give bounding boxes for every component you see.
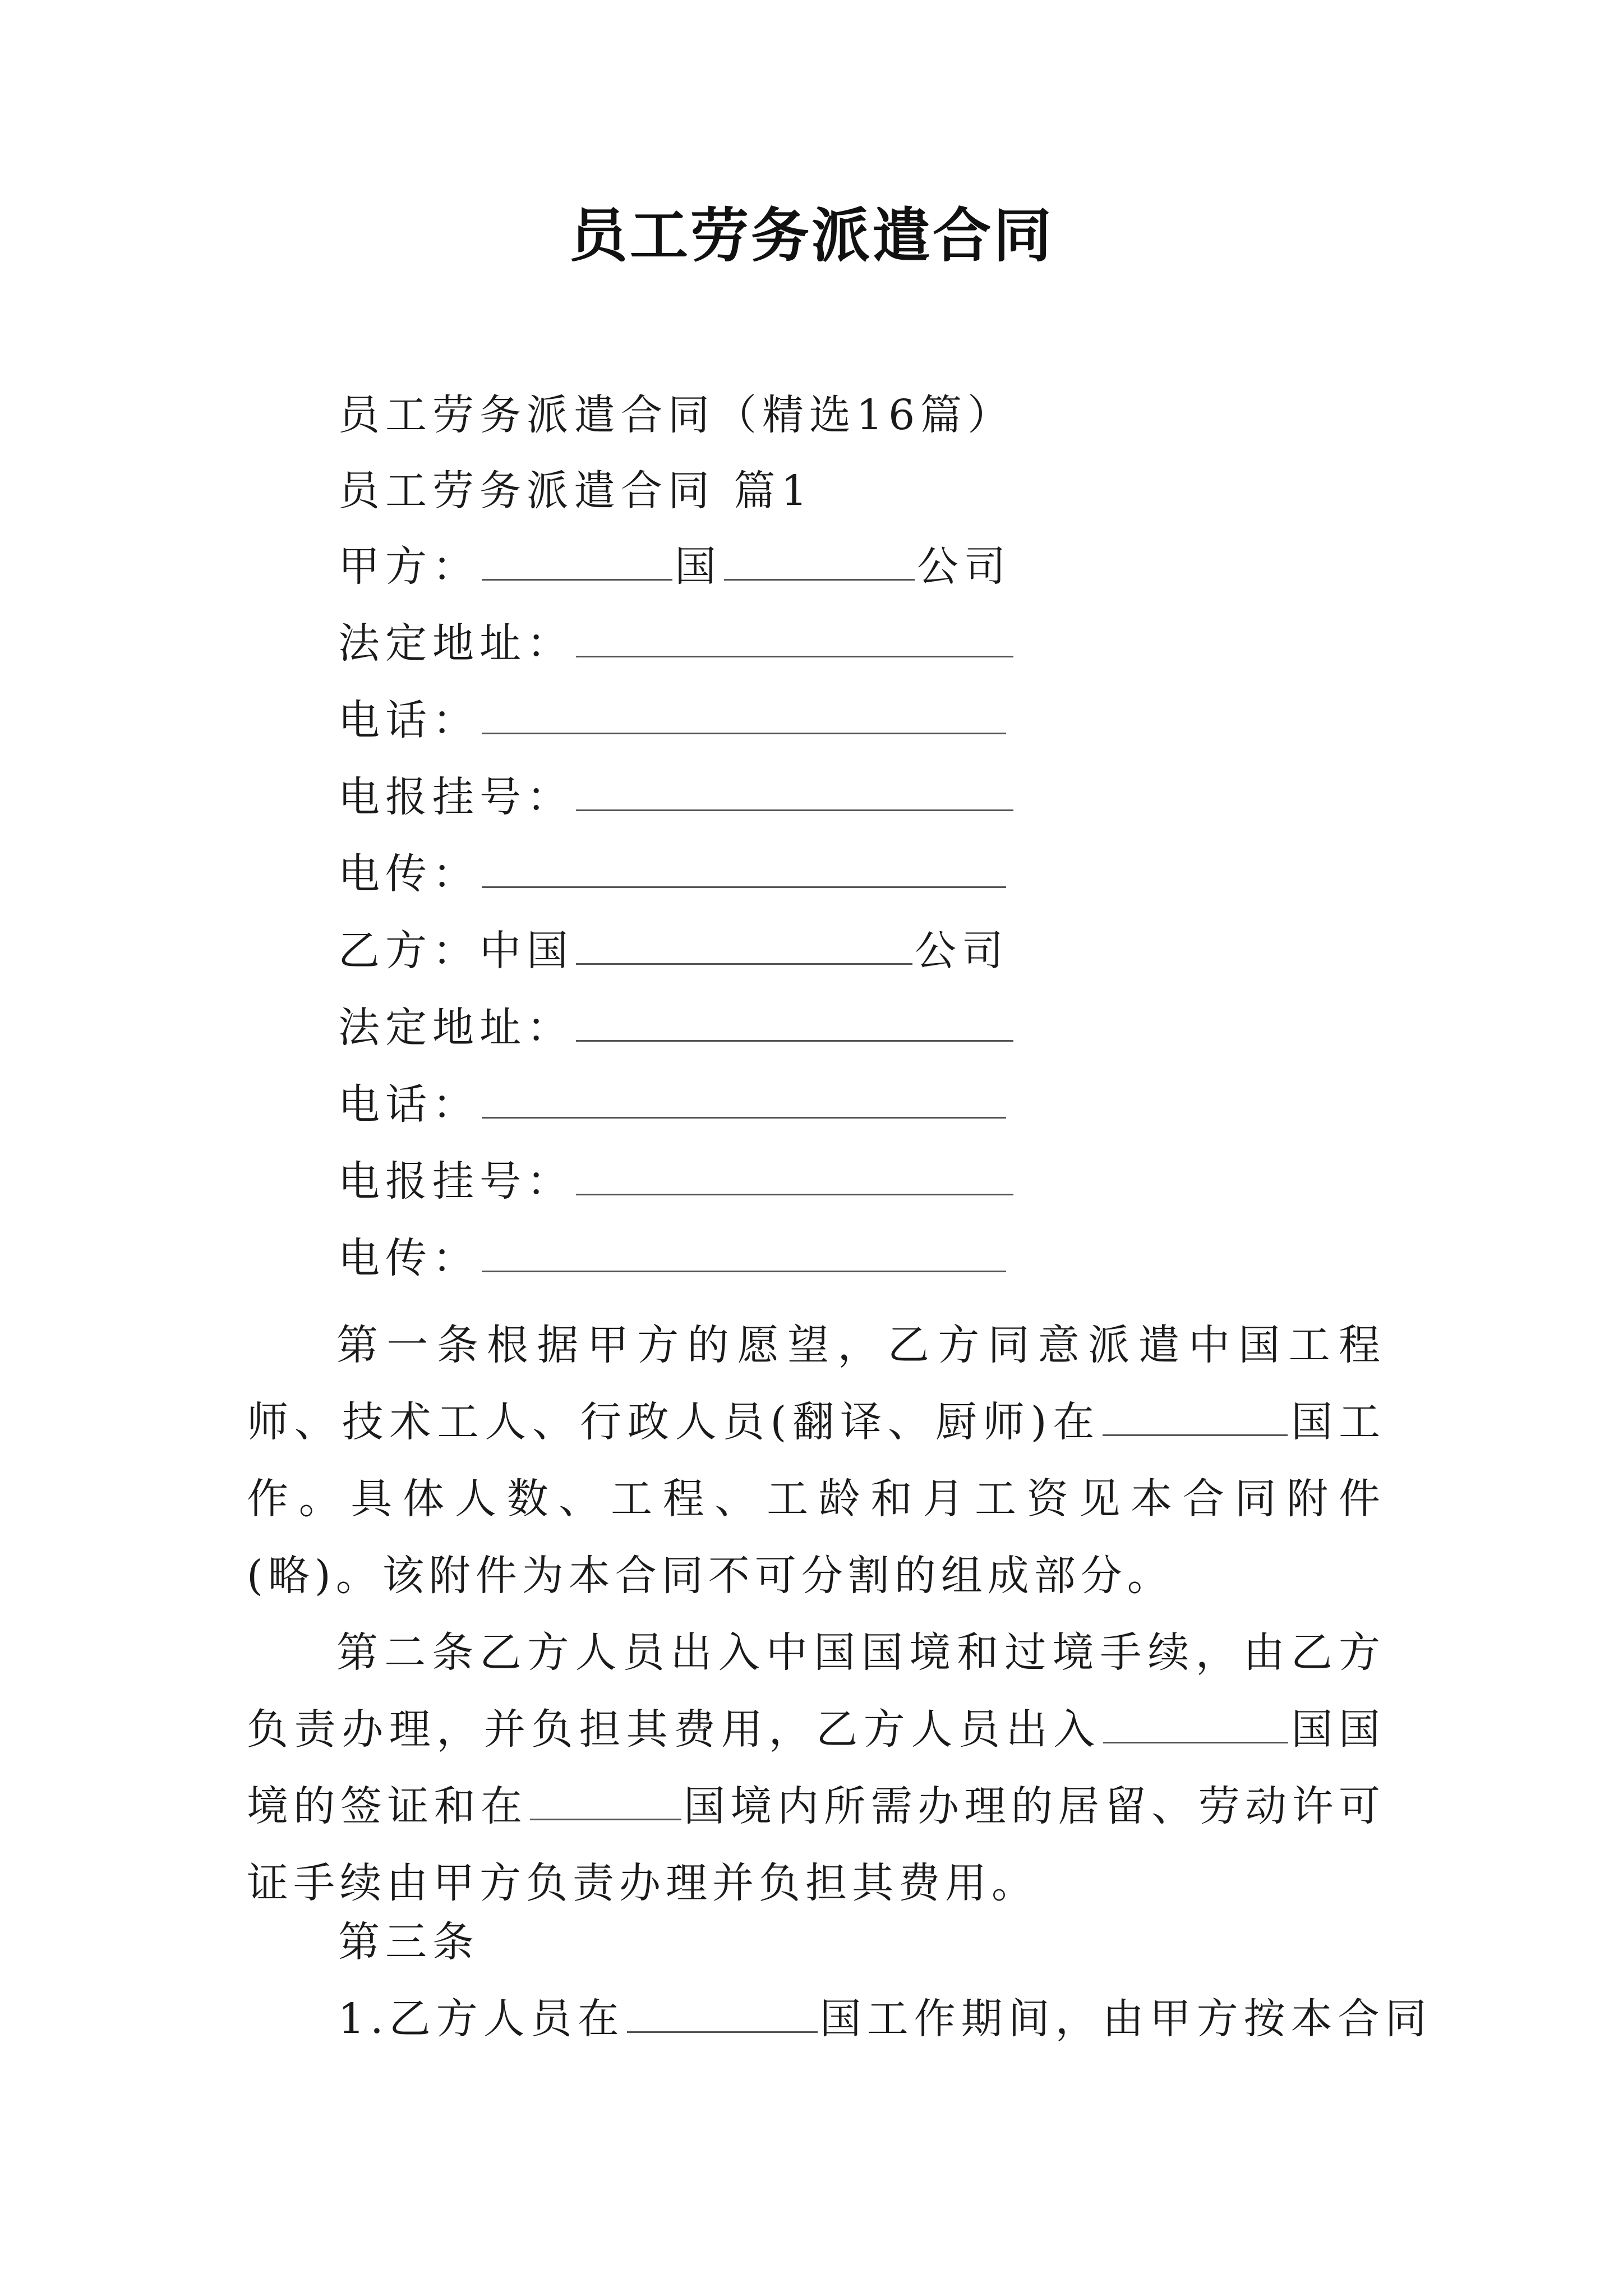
party-a-fax-blank — [482, 853, 1006, 888]
party-b-company-suffix: 公司 — [915, 927, 1009, 975]
party-a-company-suffix: 公司 — [917, 542, 1011, 591]
party-a-label: 甲方： — [338, 542, 479, 591]
party-b-address-line — [338, 1000, 1016, 1056]
party-a-address-blank — [576, 622, 1013, 657]
article-1-text-a: 第一条根据甲方的愿望，乙方同意派遣中国工程师、技术工人、行政人员(翻译、厨师)在 — [247, 1321, 1385, 1446]
party-b-line — [338, 923, 1009, 979]
article-3-heading: 第三条 — [338, 1918, 479, 1966]
party-b-cable-blank — [576, 1160, 1013, 1195]
article-2-text-c: 国境内所需办理的居留、劳动许可证手续由甲方负责办理并负担其费用。 — [247, 1782, 1386, 1907]
party-b-cable-line — [338, 1153, 1016, 1209]
party-b-phone-line — [338, 1076, 1008, 1133]
party-a-fax-label: 电传： — [338, 850, 479, 898]
party-a-cable-label: 电报挂号： — [338, 773, 574, 821]
party-a-line — [338, 539, 1011, 595]
party-a-cable-line — [338, 769, 1016, 825]
party-a-country-blank — [482, 545, 672, 581]
party-a-cable-blank — [576, 776, 1013, 811]
party-b-address-label: 法定地址： — [338, 1004, 574, 1052]
party-a-country-suffix: 国 — [675, 542, 722, 591]
party-b-address-blank — [576, 1006, 1013, 1042]
party-b-fax-label: 电传： — [338, 1234, 479, 1282]
party-b-phone-label: 电话： — [338, 1080, 479, 1129]
article-1 — [247, 1307, 1385, 1614]
party-a-address-label: 法定地址： — [338, 619, 574, 668]
party-b-phone-blank — [482, 1083, 1006, 1119]
article-2-text-b: 国国境的签证和在 — [247, 1705, 1386, 1830]
document-subtitle: 员工劳务派遣合同（精选16篇） — [338, 391, 1015, 439]
article-2-country-blank-2 — [530, 1785, 681, 1820]
article-1-text-b: 国工作。具体人数、工程、工龄和月工资见本合同附件(略)。该附件为本合同不可分割的组成部分。 — [247, 1398, 1385, 1600]
document-title: 员工劳务派遣合同 — [569, 201, 1054, 270]
section-heading: 员工劳务派遣合同 篇1 — [338, 467, 813, 515]
party-a-company-blank — [724, 545, 915, 581]
article-2-country-blank-1 — [1103, 1708, 1288, 1743]
party-b-company-blank — [576, 930, 912, 965]
article-3-item-1 — [338, 1991, 1432, 2047]
article-3-item-1-text-a: 1.乙方人员在 — [338, 1995, 625, 2043]
party-b-fax-blank — [482, 1237, 1006, 1272]
article-2-text-a: 第二条乙方人员出入中国国境和过境手续，由乙方负责办理，并负担其费用，乙方人员出入 — [247, 1628, 1385, 1754]
party-a-fax-line — [338, 846, 1008, 902]
article-2 — [247, 1614, 1385, 1922]
party-a-phone-line — [338, 692, 1008, 748]
party-b-fax-line — [338, 1230, 1008, 1286]
party-a-address-line — [338, 615, 1016, 671]
party-a-phone-blank — [482, 699, 1006, 734]
party-b-cable-label: 电报挂号： — [338, 1157, 574, 1205]
party-b-label: 乙方：中国 — [338, 927, 574, 975]
article-3-country-blank — [627, 1998, 818, 2033]
article-3-item-1-text-b: 国工作期间，由甲方按本合同 — [819, 1995, 1432, 2043]
article-1-country-blank — [1103, 1401, 1288, 1436]
party-a-phone-label: 电话： — [338, 696, 479, 744]
